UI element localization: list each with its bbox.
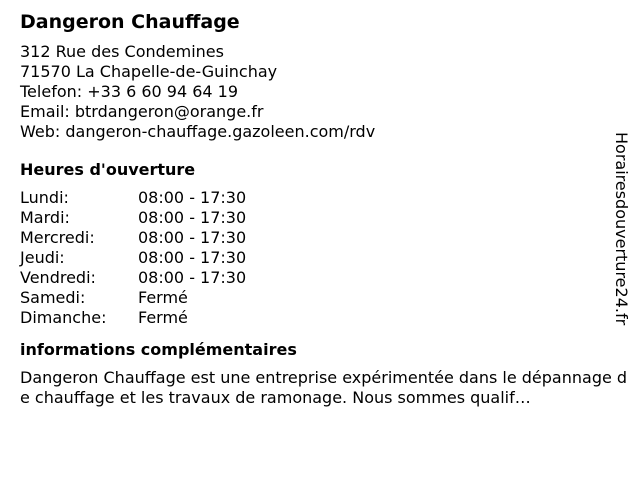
day-label: Lundi: (20, 188, 69, 207)
hours-heading: Heures d'ouverture (20, 160, 196, 179)
info-heading: informations complémentaires (20, 340, 297, 359)
hours-row-friday (20, 268, 620, 288)
day-label: Mercredi: (20, 228, 95, 247)
day-hours: Fermé (138, 288, 188, 307)
contact-block (20, 42, 620, 142)
day-hours: 08:00 - 17:30 (138, 228, 247, 247)
hours-row-tuesday (20, 208, 620, 228)
website-line[interactable]: Web: dangeron-chauffage.gazoleen.com/rdv (20, 122, 376, 141)
day-label: Samedi: (20, 288, 86, 307)
site-brand-vertical: Horairesdouverture24.fr (612, 132, 631, 326)
hours-table (20, 188, 620, 328)
day-hours: 08:00 - 17:30 (138, 248, 247, 267)
day-label: Jeudi: (20, 248, 65, 267)
hours-row-saturday (20, 288, 620, 308)
day-hours: 08:00 - 17:30 (138, 208, 247, 227)
info-description: Dangeron Chauffage est une entreprise expérimentée dans le dépannage de chauffage et les travaux de ramonage. Nous sommes qualif… (20, 368, 628, 407)
day-label: Dimanche: (20, 308, 107, 327)
hours-row-wednesday (20, 228, 620, 248)
day-label: Vendredi: (20, 268, 96, 287)
day-hours: 08:00 - 17:30 (138, 188, 247, 207)
day-hours: Fermé (138, 308, 188, 327)
day-label: Mardi: (20, 208, 70, 227)
hours-row-sunday (20, 308, 620, 328)
phone-line[interactable]: Telefon: +33 6 60 94 64 19 (20, 82, 239, 101)
day-hours: 08:00 - 17:30 (138, 268, 247, 287)
business-name: Dangeron Chauffage (20, 11, 240, 33)
address-city: 71570 La Chapelle-de-Guinchay (20, 62, 278, 81)
address-street: 312 Rue des Condemines (20, 42, 224, 61)
email-line[interactable]: Email: btrdangeron@orange.fr (20, 102, 264, 121)
hours-row-monday (20, 188, 620, 208)
hours-row-thursday (20, 248, 620, 268)
